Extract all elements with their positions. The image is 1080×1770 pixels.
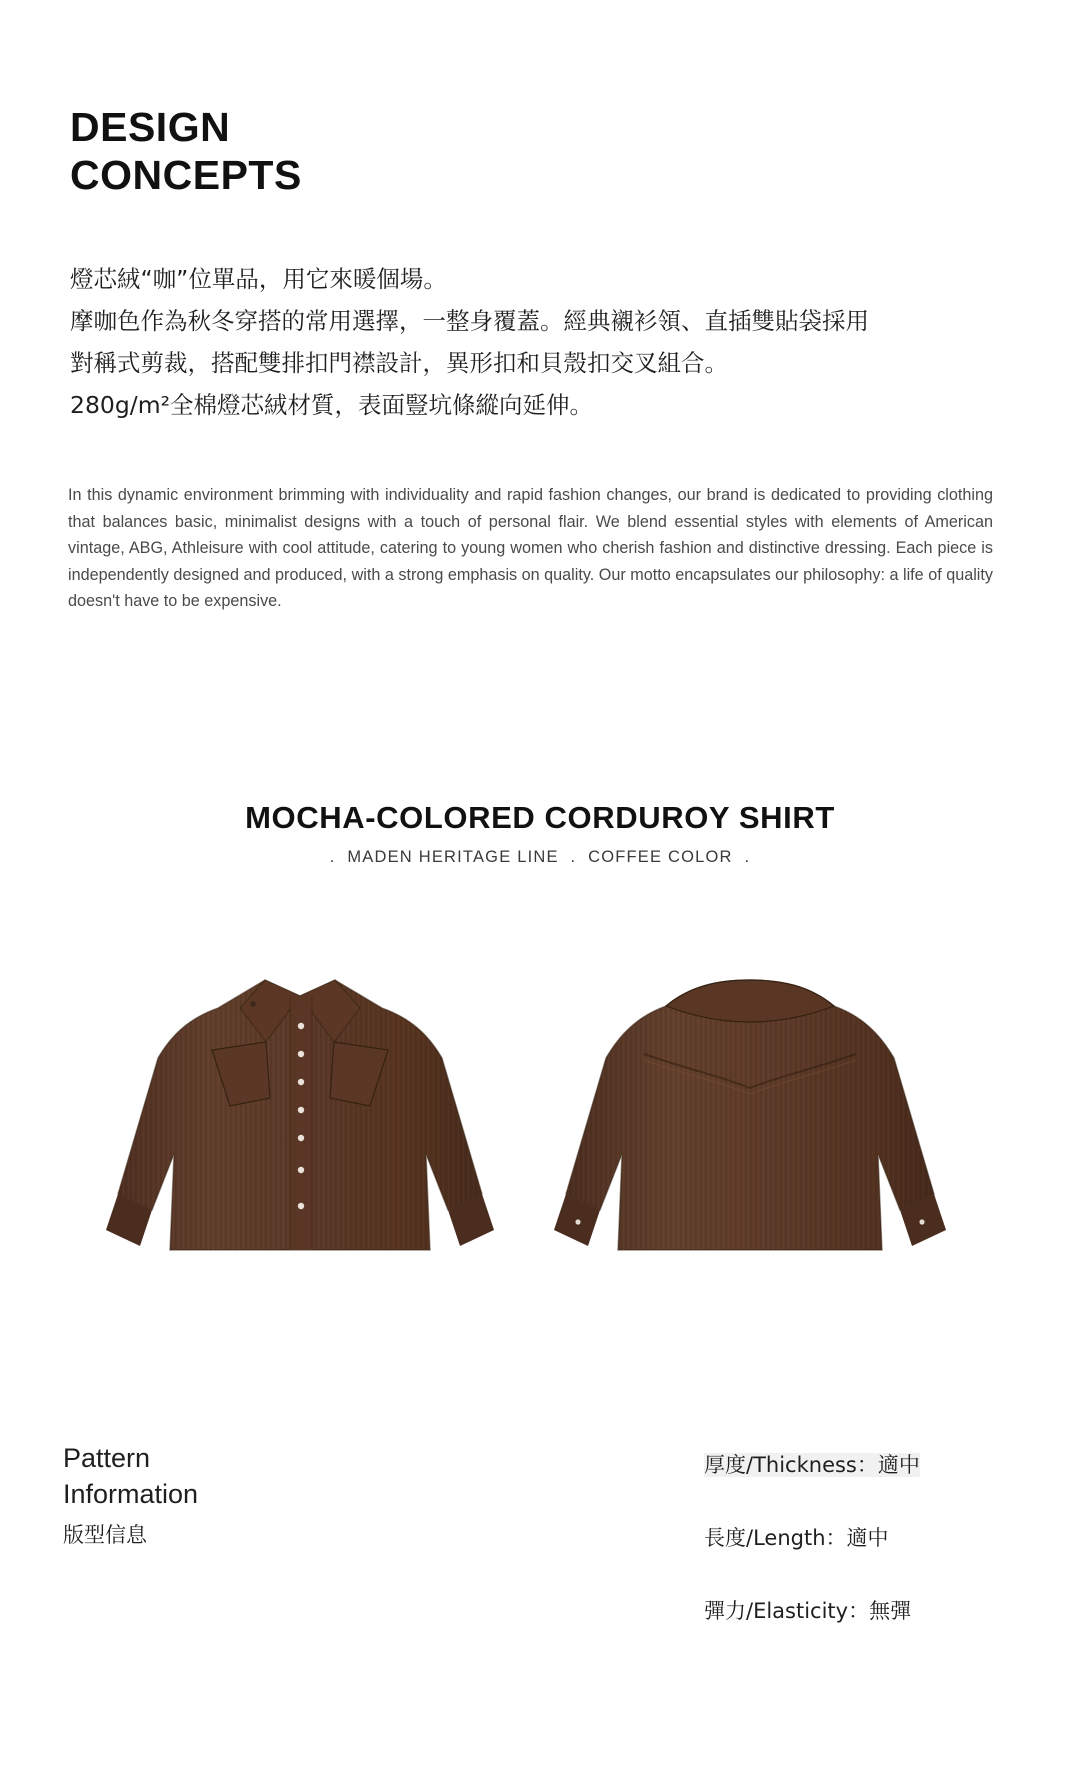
product-title: MOCHA-COLORED CORDUROY SHIRT bbox=[245, 800, 835, 835]
subtitle-dot-left: . bbox=[329, 848, 336, 866]
spec-length bbox=[704, 1523, 1034, 1553]
product-color-label: COFFEE COLOR bbox=[588, 848, 733, 866]
page-title-line-1: DESIGN bbox=[70, 104, 231, 150]
product-images bbox=[0, 930, 1080, 1350]
product-line-label: MADEN HERITAGE LINE bbox=[347, 848, 559, 866]
pattern-information-title-line-1: Pattern bbox=[63, 1443, 151, 1473]
description-chinese-line-4: 280g/m²全棉燈芯絨材質，表面豎坑條縱向延伸。 bbox=[70, 391, 594, 419]
spec-thickness-text: 厚度/Thickness：適中 bbox=[704, 1453, 920, 1477]
description-chinese bbox=[70, 258, 1000, 426]
shirt-back-image bbox=[540, 930, 960, 1350]
page-title-line-2: CONCEPTS bbox=[70, 152, 302, 199]
spec-length-text: 長度/Length：適中 bbox=[704, 1526, 889, 1550]
description-chinese-line-1: 燈芯絨“咖”位單品，用它來暖個場。 bbox=[70, 265, 447, 293]
spec-elasticity bbox=[704, 1596, 1034, 1626]
product-subtitle bbox=[0, 848, 1080, 867]
page-title bbox=[70, 103, 302, 200]
pattern-information-title-line-2: Information bbox=[63, 1479, 199, 1509]
subtitle-dot-right: . bbox=[744, 848, 751, 866]
spec-thickness bbox=[704, 1450, 1034, 1480]
shirt-front-image bbox=[90, 930, 510, 1350]
pattern-information bbox=[63, 1440, 483, 1552]
description-english: In this dynamic environment brimming with individuality and rapid fashion changes, our brand is dedicated to providing clothing that balances basic, minimalist designs with a touch of personal flair. We blend essential styles with elements of American vintage, ABG, Athleisure with cool attitude, catering to young women who cherish fashion and distinctive dressing. Each piece is independently designed and produced, with a strong emphasis on quality. Our motto encapsulates our philosophy: a life of quality doesn't have to be expensive. bbox=[68, 486, 993, 610]
subtitle-dot-middle: . bbox=[570, 848, 577, 866]
pattern-information-title bbox=[63, 1440, 483, 1512]
pattern-information-title-cn: 版型信息 bbox=[63, 1523, 147, 1547]
description-chinese-line-2: 摩咖色作為秋冬穿搭的常用選擇，一整身覆蓋。經典襯衫領、直插雙貼袋採用 bbox=[70, 307, 869, 335]
spec-list bbox=[704, 1450, 1034, 1669]
spec-elasticity-text: 彈力/Elasticity：無彈 bbox=[704, 1599, 912, 1623]
description-chinese-line-3: 對稱式剪裁，搭配雙排扣門襟設計，異形扣和貝殼扣交叉組合。 bbox=[70, 349, 728, 377]
